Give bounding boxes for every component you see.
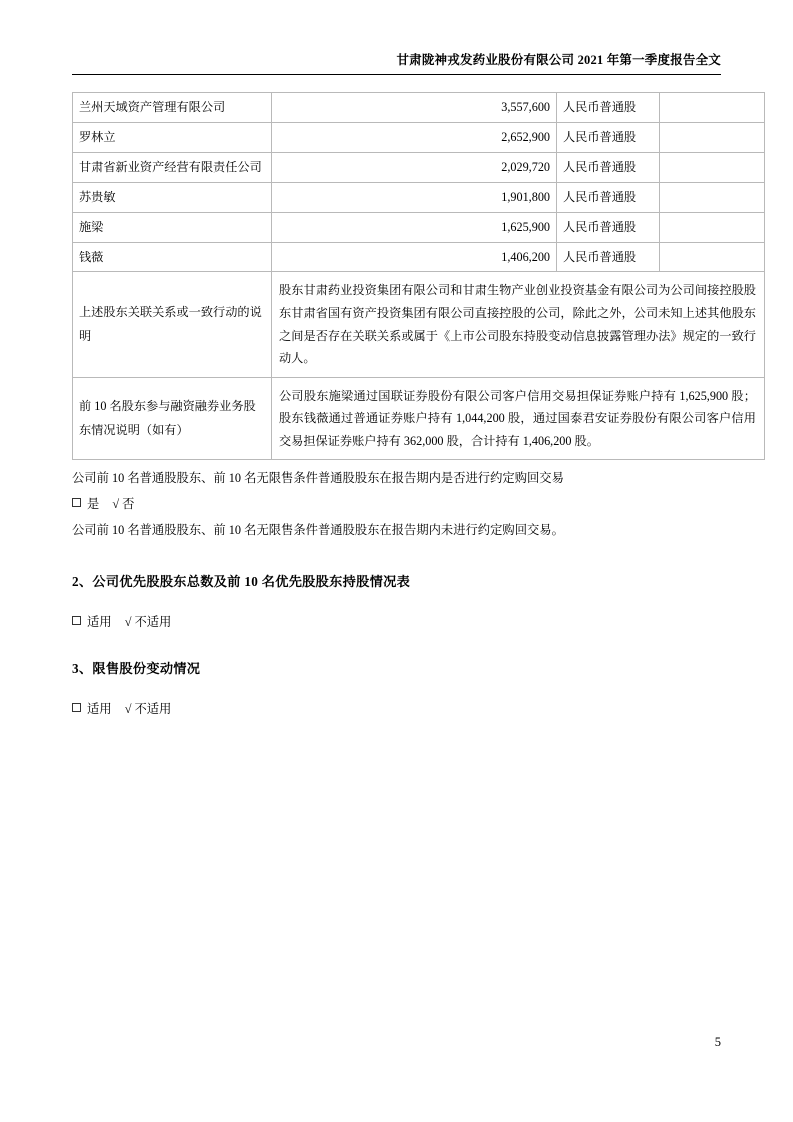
table-row <box>73 122 765 152</box>
holder-name: 罗林立 <box>73 122 272 152</box>
note-label: 前 10 名股东参与融资融券业务股东情况说明（如有） <box>73 377 272 460</box>
table-row <box>73 212 765 242</box>
share-kind: 人民币普通股 <box>557 182 660 212</box>
holder-shares: 1,406,200 <box>272 242 557 272</box>
table-row <box>73 93 765 123</box>
holder-name: 施梁 <box>73 212 272 242</box>
table-row <box>73 182 765 212</box>
holder-shares: 1,901,800 <box>272 182 557 212</box>
answer-yes-label: 是 <box>87 497 100 512</box>
table-note-row <box>73 377 765 460</box>
share-kind: 人民币普通股 <box>557 212 660 242</box>
holder-shares: 3,557,600 <box>272 93 557 123</box>
repurchase-question: 公司前 10 名普通股股东、前 10 名无限售条件普通股股东在报告期内是否进行约定购回交易 <box>72 471 564 486</box>
shareholders-table <box>72 92 765 460</box>
applicable-label: 适用 <box>87 615 112 630</box>
header-divider <box>72 74 721 75</box>
section-2-applicability <box>72 612 721 630</box>
holder-name: 兰州天域资产管理有限公司 <box>73 93 272 123</box>
checkbox-icon[interactable] <box>72 498 81 507</box>
share-extra <box>660 122 765 152</box>
section-3-applicability <box>72 699 721 717</box>
note-body: 公司股东施梁通过国联证券股份有限公司客户信用交易担保证券账户持有 1,625,900 股；股东钱薇通过普通证券账户持有 1,044,200 股，通过国泰君安证券股份有限公司客户信用交易担保证券账户持有 362,000 股，合计持有 1,406,200 股。 <box>272 377 765 460</box>
table-row <box>73 152 765 182</box>
page-number: 5 <box>714 1035 721 1049</box>
page-header <box>72 0 721 68</box>
checkbox-icon[interactable] <box>72 703 81 712</box>
share-extra <box>660 212 765 242</box>
table-note-row <box>73 272 765 377</box>
section-3-title: 3、限售股份变动情况 <box>72 661 201 677</box>
share-kind: 人民币普通股 <box>557 152 660 182</box>
share-kind: 人民币普通股 <box>557 122 660 152</box>
not-applicable-label: 不适用 <box>134 615 172 630</box>
check-mark-icon: √ <box>124 615 132 630</box>
check-mark-icon: √ <box>124 702 132 717</box>
repurchase-conclusion: 公司前 10 名普通股股东、前 10 名无限售条件普通股股东在报告期内未进行约定购回交易。 <box>72 523 564 538</box>
applicable-label: 适用 <box>87 702 112 717</box>
holder-shares: 2,029,720 <box>272 152 557 182</box>
share-extra <box>660 152 765 182</box>
holder-name: 甘肃省新业资产经营有限责任公司 <box>73 152 272 182</box>
note-body: 股东甘肃药业投资集团有限公司和甘肃生物产业创业投资基金有限公司为公司间接控股股东甘肃省国有资产投资集团有限公司直接控股的公司，除此之外，公司未知上述其他股东之间是否存在关联关系或属于《上市公司股东持股变动信息披露管理办法》规定的一致行动人。 <box>272 272 765 377</box>
checkbox-icon[interactable] <box>72 616 81 625</box>
share-extra <box>660 182 765 212</box>
holder-shares: 1,625,900 <box>272 212 557 242</box>
holder-name: 苏贵敏 <box>73 182 272 212</box>
share-extra <box>660 93 765 123</box>
answer-no-label: 否 <box>122 497 135 512</box>
section-2-title: 2、公司优先股股东总数及前 10 名优先股股东持股情况表 <box>72 574 411 590</box>
table-row <box>73 242 765 272</box>
check-mark-icon: √ <box>112 497 120 512</box>
repurchase-answer-line <box>72 493 721 517</box>
share-kind: 人民币普通股 <box>557 242 660 272</box>
header-title: 甘肃陇神戎发药业股份有限公司 2021 年第一季度报告全文 <box>396 53 721 67</box>
not-applicable-label: 不适用 <box>134 702 172 717</box>
holder-name: 钱薇 <box>73 242 272 272</box>
share-kind: 人民币普通股 <box>557 93 660 123</box>
holder-shares: 2,652,900 <box>272 122 557 152</box>
share-extra <box>660 242 765 272</box>
note-label: 上述股东关联关系或一致行动的说明 <box>73 272 272 377</box>
